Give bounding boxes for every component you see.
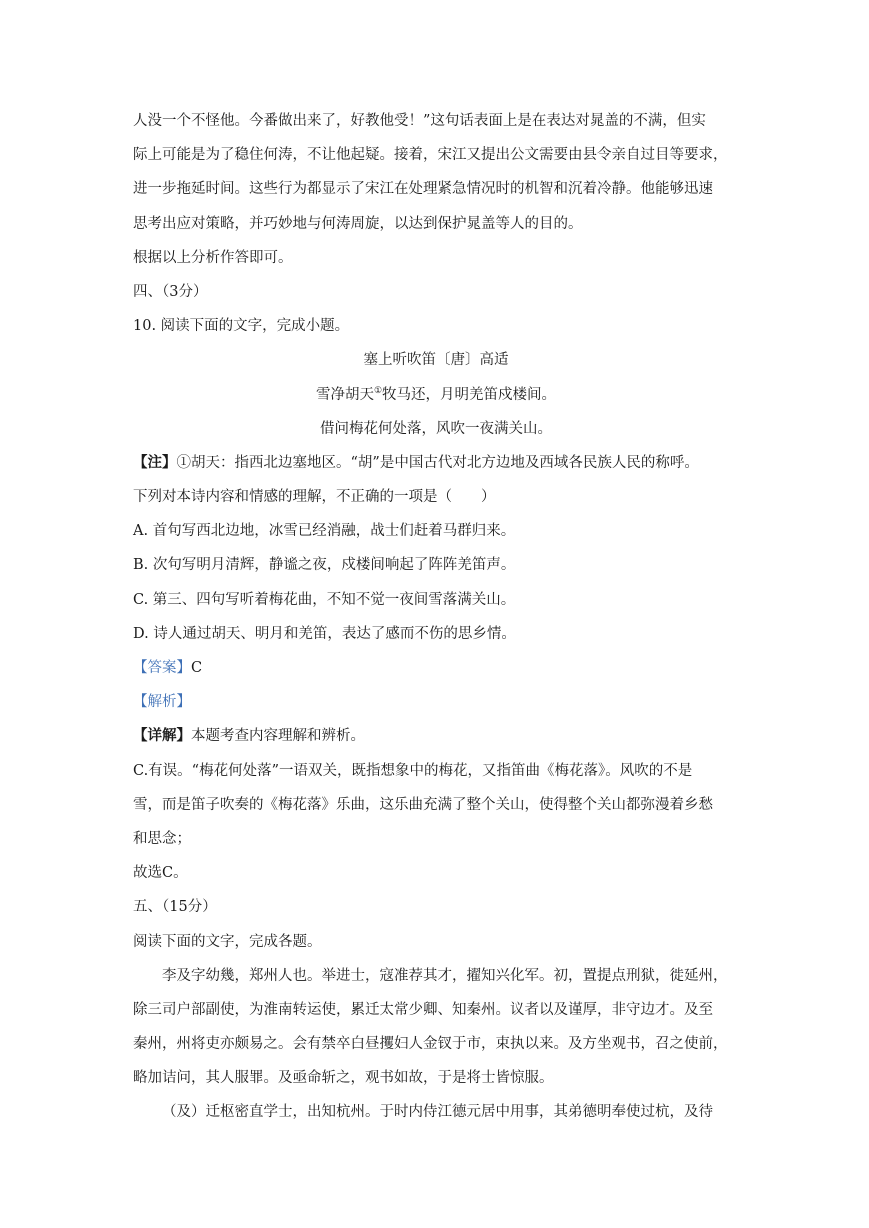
section-heading: 四、（3分） (133, 283, 208, 300)
paragraph-line: 际上可能是为了稳住何涛，不让他起疑。接着，宋江又提出公文需要由县令亲自过目等要求， (133, 147, 728, 164)
passage-line: 李及字幼幾，郑州人也。举进士，寇准荐其才，擢知兴化军。初，置提点刑狱，徙延州， (162, 967, 728, 984)
option-b: B. 次句写明月清辉，静谧之夜，戍楼间响起了阵阵羌笛声。 (133, 557, 516, 574)
passage-line: 略加诘问，其人服罪。及亟命斩之，观书如故，于是将士皆惊服。 (133, 1070, 554, 1087)
passage-line: 秦州，州将吏亦颇易之。会有禁卒白昼攫妇人金钗于市，束执以来。及方坐观书，召之使前， (133, 1036, 728, 1053)
paragraph-line: 根据以上分析作答即可。 (133, 249, 293, 266)
answer-value: C (191, 660, 203, 676)
conclusion-line: 故选C。 (133, 865, 188, 882)
analysis-label: 【解析】 (133, 694, 191, 711)
question-text: 阅读下面的文字，完成小题。 (160, 318, 350, 335)
poem-text: 雪净胡天 (315, 386, 374, 403)
option-c: C. 第三、四句写听着梅花曲，不知不觉一夜间雪落满关山。 (133, 591, 516, 608)
poem-line: 借问梅花何处落，风吹一夜满关山。 (320, 420, 552, 437)
option-d: D. 诗人通过胡天、明月和羌笛，表达了感而不伤的思乡情。 (133, 625, 516, 642)
explanation-line: 和思念； (133, 830, 191, 847)
question-number: 10. (133, 318, 157, 335)
note-text: ①胡天：指西北边塞地区。“胡”是中国古代对北方边地及西域各民族人民的称呼。 (176, 454, 699, 471)
poem-title: 塞上听吹笛〔唐〕高适 (363, 352, 509, 369)
poem-line (133, 378, 739, 412)
document-page (133, 104, 739, 1130)
poem-text: 牧马还，月明羌笛戍楼间。 (382, 386, 557, 403)
passage-line: 除三司户部副使，为淮南转运使，累迁太常少卿、知秦州。议者以及谨厚，非守边才。及至 (133, 1001, 713, 1018)
question-line (133, 309, 739, 343)
note-label: 【注】 (133, 453, 177, 471)
explanation-line: C.有误。“梅花何处落”一语双关，既指想象中的梅花，又指笛曲《梅花落》。风吹的不是 (133, 762, 693, 779)
detail-label: 【详解】 (133, 727, 191, 745)
paragraph-line: 人没一个不怪他。今番做出来了，好教他受！”这句话表面上是在表达对晁盖的不满，但实 (133, 113, 706, 129)
paragraph-line: 进一步拖延时间。这些行为都显示了宋江在处理紧急情况时的机智和沉着冷静。他能够迅速 (133, 181, 713, 198)
footnote-marker: ① (373, 385, 383, 396)
detail-line (133, 719, 739, 753)
note-line (133, 446, 739, 480)
passage-line: （及）迁枢密直学士，出知杭州。于时内侍江德元居中用事，其弟德明奉使过杭，及待 (162, 1104, 713, 1121)
answer-line (133, 651, 739, 685)
question-stem: 下列对本诗内容和情感的理解，不正确的一项是（ ） (133, 489, 496, 506)
option-a: A. 首句写西北边地，冰雪已经消融，战士们赶着马群归来。 (133, 523, 516, 540)
answer-label: 【答案】 (133, 660, 191, 676)
explanation-line: 雪，而是笛子吹奏的《梅花落》乐曲，这乐曲充满了整个关山，使得整个关山都弥漫着乡愁 (133, 796, 713, 813)
detail-text: 本题考查内容理解和辨析。 (191, 728, 365, 745)
section-heading: 五、（15分） (133, 899, 217, 916)
paragraph-line: 思考出应对策略，并巧妙地与何涛周旋，以达到保护晁盖等人的目的。 (133, 215, 583, 232)
instruction-line: 阅读下面的文字，完成各题。 (133, 933, 322, 950)
